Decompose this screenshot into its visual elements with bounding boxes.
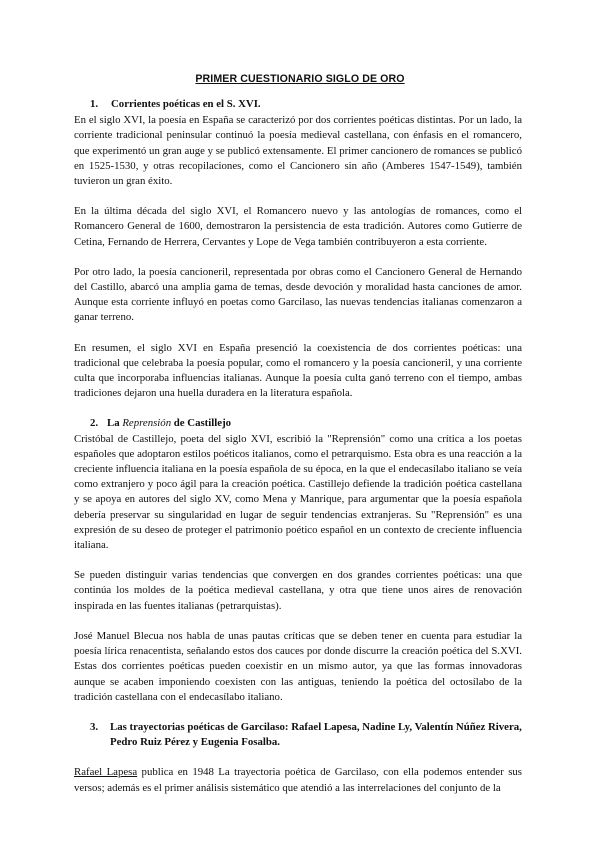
section-3-paragraph-text: publica en 1948 La trayectoria poética de Garcilaso, con ella podemos entender sus versos; además es el primer análisis sistemático que atendió a las interrelaciones del conjunto de la bbox=[74, 766, 522, 794]
section-3-heading bbox=[74, 720, 522, 750]
document-body bbox=[74, 97, 522, 796]
section-1-paragraph: En resumen, el siglo XVI en España presenció la coexistencia de dos corrientes poéticas: una tradicional que celebraba la poesía popular, como el romancero y la poesía cancioneril, y una corriente culta que incorporaba influencias italianas. Aunque la poesía culta ganó terreno con el tiempo, ambas tradiciones dejaron una huella duradera en la literatura española. bbox=[74, 341, 522, 400]
section-2-paragraph: Se pueden distinguir varias tendencias que convergen en dos grandes corrientes poéticas: una que continúa los moldes de la poética medieval castellana, y otra que tiene unos aires de renovación inspirada en las fuentes italianas (petrarquistas). bbox=[74, 569, 522, 612]
section-2-title-italic: Reprensión bbox=[122, 417, 172, 430]
section-1-number: 1. bbox=[90, 98, 99, 110]
document-title: PRIMER CUESTIONARIO SIGLO DE ORO bbox=[195, 73, 405, 85]
section-3-number: 3. bbox=[90, 720, 99, 733]
section-2-paragraph: Cristóbal de Castillejo, poeta del siglo XVI, escribió la "Reprensión" como una crítica a los poetas españoles que adoptaron estilos poéticos italianos, como el petrarquismo. Esta obra es una reacción a la creciente influencia italiana en la poesía española de su época, en la que el endecasílabo italiano se veía como extranjero y poco ágil para la creación poética. Castillejo defiende la tradición poética castellana y se apoya en autores del siglo XV, como Mena y Manrique, para argumentar que la poesía española debería preservar su singularidad en lugar de seguir tendencias extranjeras. Su "Reprensión" es una expresión de su deseo de proteger el patrimonio poético español en un contexto de creciente influencia italiana. bbox=[74, 432, 522, 552]
section-1-heading bbox=[74, 97, 522, 112]
section-2-title-prefix: La bbox=[107, 417, 123, 430]
section-1-title: Corrientes poéticas en el S. XVI. bbox=[111, 98, 261, 110]
section-1-paragraph: En el siglo XVI, la poesía en España se caracterizó por dos corrientes poéticas distintas. Por un lado, la corriente tradicional peninsular continuó la poesía medieval castellana, con énfasis en el romancero, que experimentó un gran auge y se publicó extensamente. El primer cancionero de romances se publicó en 1525-1530, y otras recopilaciones, como el Cancionero sin año (Amberes 1547-1549), también tuvieron un gran éxito. bbox=[74, 114, 522, 188]
section-3-title: Las trayectorias poéticas de Garcilaso: Rafael Lapesa, Nadine Ly, Valentín Núñez Rivera, Pedro Ruiz Pérez y Eugenia Fosalba. bbox=[110, 720, 522, 749]
section-3-paragraph bbox=[74, 765, 522, 795]
section-2-number: 2. bbox=[90, 417, 99, 430]
section-2-paragraph: José Manuel Blecua nos habla de unas pautas críticas que se deben tener en cuenta para estudiar la poesía lírica renacentista, señalando estos dos cauces por donde discurre la creación poética del S.XVI. Estas dos corrientes poéticas pueden coexistir en un mismo autor, ya que las formas innovadoras aunque se acaben imponiendo coexisten con las antiguas, teniendo la poética del octosílabo de la tradición castellana con el endecasílabo italiano. bbox=[74, 629, 522, 703]
section-2-title-suffix: de Castillejo bbox=[171, 417, 232, 430]
author-name-link: Rafael Lapesa bbox=[74, 766, 138, 779]
section-2-heading bbox=[74, 416, 522, 431]
section-1-paragraph: Por otro lado, la poesía cancioneril, representada por obras como el Cancionero General de Hernando del Castillo, abarcó una amplia gama de temas, desde devoción y moralidad hasta canciones de amor. Aunque esta corriente influyó en poetas como Garcilaso, las nuevas tendencias italianas comenzaron a ganar terreno. bbox=[74, 265, 522, 324]
section-1-paragraph: En la última década del siglo XVI, el Romancero nuevo y las antologías de romances, como el Romancero General de 1600, demostraron la persistencia de esta tradición. Autores como Gutierre de Cetina, Fernando de Herrera, Cervantes y Lope de Vega también contribuyeron a esta corriente. bbox=[74, 205, 522, 248]
